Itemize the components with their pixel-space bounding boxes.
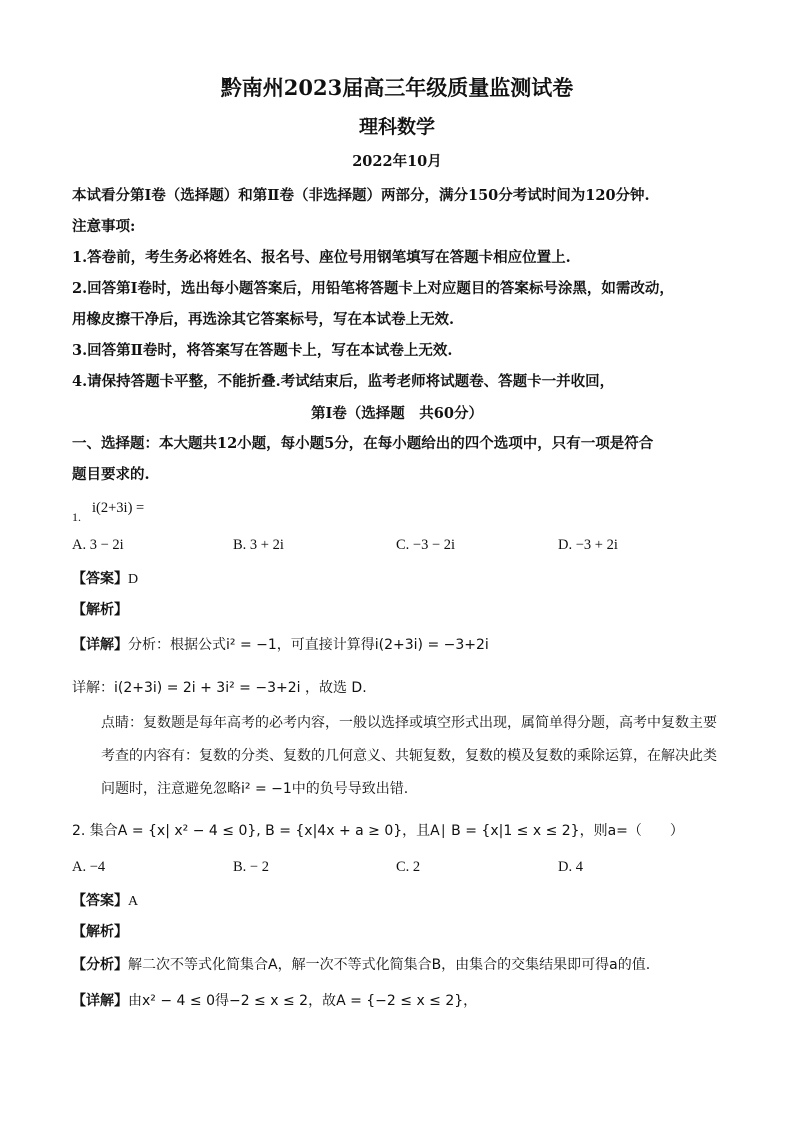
q1-answer-tag: 【答案】 <box>72 571 128 587</box>
q2-fenxi-tag: 【分析】 <box>72 957 128 973</box>
notice-item-2a: 2.回答第Ⅰ卷时，选出每小题答案后，用铅笔将答题卡上对应题目的答案标号涂黑，如需改动， <box>72 280 674 297</box>
q1-detail-text: 分析：根据公式i² = −1，可直接计算得i(2+3i) = −3+2i <box>128 637 489 653</box>
notice-item-2b: 用橡皮擦干净后，再选涂其它答案标号，写在本试卷上无效. <box>72 311 455 328</box>
q1-answer-row <box>72 568 138 588</box>
q1-analysis-tag: 【解析】 <box>72 602 128 618</box>
q2-option-a: A. −4 <box>72 859 106 875</box>
q2-detail-text: 由x² − 4 ≤ 0得−2 ≤ x ≤ 2，故A = {−2 ≤ x ≤ 2}， <box>128 993 478 1009</box>
q2-fenxi-row <box>72 954 650 974</box>
notice-item-4: 4.请保持答题卡平整，不能折叠.考试结束后，监考老师将试题卷、答题卡一并收回， <box>72 373 615 390</box>
q2-answer-row <box>72 890 138 910</box>
section-instruction-a: 一、选择题：本大题共12小题，每小题5分，在每小题给出的四个选项中，只有一项是符合 <box>72 435 654 452</box>
q1-stem: i(2+3i) = <box>92 500 145 516</box>
exam-title: 黔南州2023届高三年级质量监测试卷 <box>220 75 574 100</box>
q1-note-line-3: 问题时，注意避免忽略i² = −1中的负号导致出错. <box>101 781 409 797</box>
notice-item-1: 1.答卷前，考生务必将姓名、报名号、座位号用钢笔填写在答题卡相应位置上. <box>72 249 571 266</box>
q1-detail-row <box>72 634 489 654</box>
q1-note-line-1: 点睛：复数题是每年高考的必考内容，一般以选择或填空形式出现，属简单得分题，高考中复数主要 <box>101 715 717 731</box>
exam-date: 2022年10月 <box>352 153 442 170</box>
section-heading: 第Ⅰ卷（选择题 共60分） <box>311 405 483 422</box>
q2-detail-tag: 【详解】 <box>72 993 128 1009</box>
q2-stem: 2. 集合A = {x| x² − 4 ≤ 0}, B = {x|4x + a ≥ 0}，且A∣ B = {x|1 ≤ x ≤ 2}，则a=（ ） <box>72 823 684 839</box>
notice-title: 注意事项: <box>72 218 136 235</box>
q2-answer-tag: 【答案】 <box>72 893 128 909</box>
q1-option-b: B. 3 + 2i <box>233 537 284 553</box>
q2-option-b: B. − 2 <box>233 859 269 875</box>
notice-item-3: 3.回答第Ⅱ卷时，将答案写在答题卡上，写在本试卷上无效. <box>72 342 453 359</box>
q1-solution: 详解：i(2+3i) = 2i + 3i² = −3+2i ，故选 D. <box>72 680 367 696</box>
q1-option-c: C. −3 − 2i <box>396 537 456 553</box>
q1-detail-tag: 【详解】 <box>72 637 128 653</box>
q2-detail-row <box>72 990 477 1010</box>
q1-note-line-2: 考查的内容有：复数的分类、复数的几何意义、共轭复数，复数的模及复数的乘除运算，在解决此类 <box>101 748 717 764</box>
subject-title: 理科数学 <box>358 116 435 138</box>
q2-option-c: C. 2 <box>396 859 421 875</box>
q1-answer-value: D <box>128 572 139 587</box>
q2-fenxi-text: 解二次不等式化简集合A，解一次不等式化简集合B，由集合的交集结果即可得a的值. <box>128 957 651 973</box>
section-instruction-b: 题目要求的. <box>72 466 150 483</box>
intro-line: 本试看分第Ⅰ卷（选择题）和第Ⅱ卷（非选择题）两部分，满分150分考试时间为120分钟. <box>72 187 650 204</box>
q2-answer-value: A <box>128 894 139 909</box>
q1-option-d: D. −3 + 2i <box>558 537 618 553</box>
q2-option-d: D. 4 <box>558 859 583 875</box>
q1-option-a: A. 3 − 2i <box>72 537 124 553</box>
q2-analysis-tag: 【解析】 <box>72 924 128 940</box>
q1-number: 1. <box>72 510 81 524</box>
